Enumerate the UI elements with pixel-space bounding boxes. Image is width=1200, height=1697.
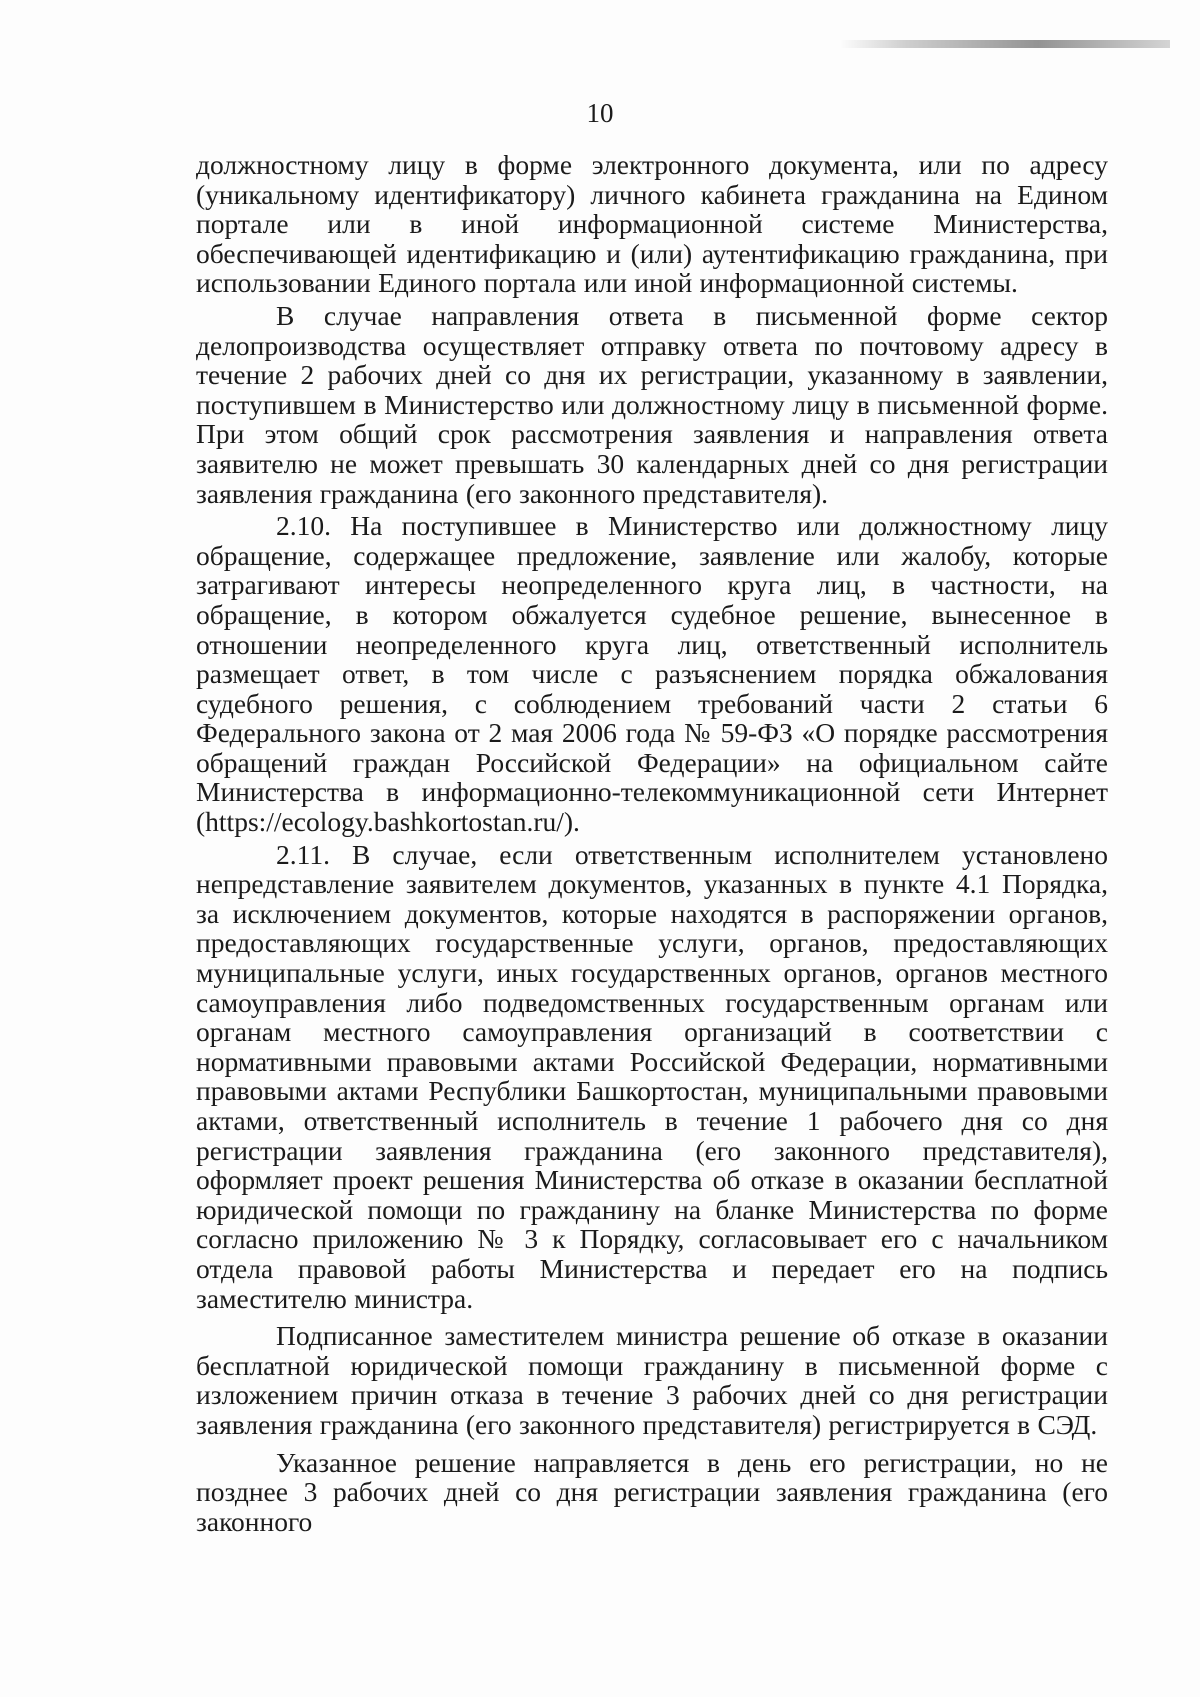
- scan-artifact: [840, 40, 1170, 48]
- paragraph-continuation: должностному лицу в форме электронного документа, или по адресу (уникальному идентификатору) личного кабинета гражданина на Едином портале или в иной информационной системе Министерства, обеспечивающей идентификацию и (или) аутентификацию гражданина, при использовании Единого портала или иной информационной системы.: [196, 149, 1108, 299]
- document-body: [196, 150, 1108, 1536]
- paragraph-signed-decision: Подписанное заместителем министра решение об отказе в оказании бесплатной юридической помощи гражданину в письменной форме с изложением причин отказа в течение 3 рабочих дней со дня регистрации заявления гражданина (его законного представителя) регистрируется в СЭД.: [196, 1320, 1108, 1440]
- paragraph-decision-sending: Указанное решение направляется в день его регистрации, но не позднее 3 рабочих дней со дня регистрации заявления гражданина (его законного: [196, 1446, 1108, 1537]
- paragraph-2-11: 2.11. В случае, если ответственным исполнителем установлено непредставление заявителем документов, указанных в пункте 4.1 Порядка, за исключением документов, которые находятся в распоряжении органов, предоставляющих государственные услуги, органов, предоставляющих муниципальные услуги, иных государственных органов, органов местного самоуправления либо подведомственных государственным органам или органам местного самоуправления организаций в соответствии с нормативными правовыми актами Российской Федерации, нормативными правовыми актами Республики Башкортостан, муниципальными правовыми актами, ответственный исполнитель в течение 1 рабочего дня со дня регистрации заявления гражданина (его законного представителя), оформляет проект решения Министерства об отказе в оказании бесплатной юридической помощи по гражданину на бланке Министерства по форме согласно приложению № 3 к Порядку, согласовывает его с начальником отдела правовой работы Министерства и передает его на подпись заместителю министра.: [196, 838, 1108, 1314]
- page-number: 10: [586, 98, 614, 128]
- paragraph-written-response: В случае направления ответа в письменной форме сектор делопроизводства осуществляет отправку ответа по почтовому адресу в течение 2 рабочих дней со дня их регистрации, указанному в заявлении, поступившем в Министерство или должностному лицу в письменной форме. При этом общий срок рассмотрения заявления и направления ответа заявителю не может превышать 30 календарных дней со дня регистрации заявления гражданина (его законного представителя).: [196, 299, 1108, 509]
- paragraph-2-10: 2.10. На поступившее в Министерство или должностному лицу обращение, содержащее предложение, заявление или жалобу, которые затрагивают интересы неопределенного круга лиц, в частности, на обращение, в котором обжалуется судебное решение, вынесенное в отношении неопределенного круга лиц, ответственный исполнитель размещает ответ, в том числе с разъяснением порядка обжалования судебного решения, с соблюдением требований части 2 статьи 6 Федерального закона от 2 мая 2006 года № 59-ФЗ «О порядке рассмотрения обращений граждан Российской Федерации» на официальном сайте Министерства в информационно-телекоммуникационной сети Интернет (https://ecology.bashkortostan.ru/).: [196, 510, 1108, 838]
